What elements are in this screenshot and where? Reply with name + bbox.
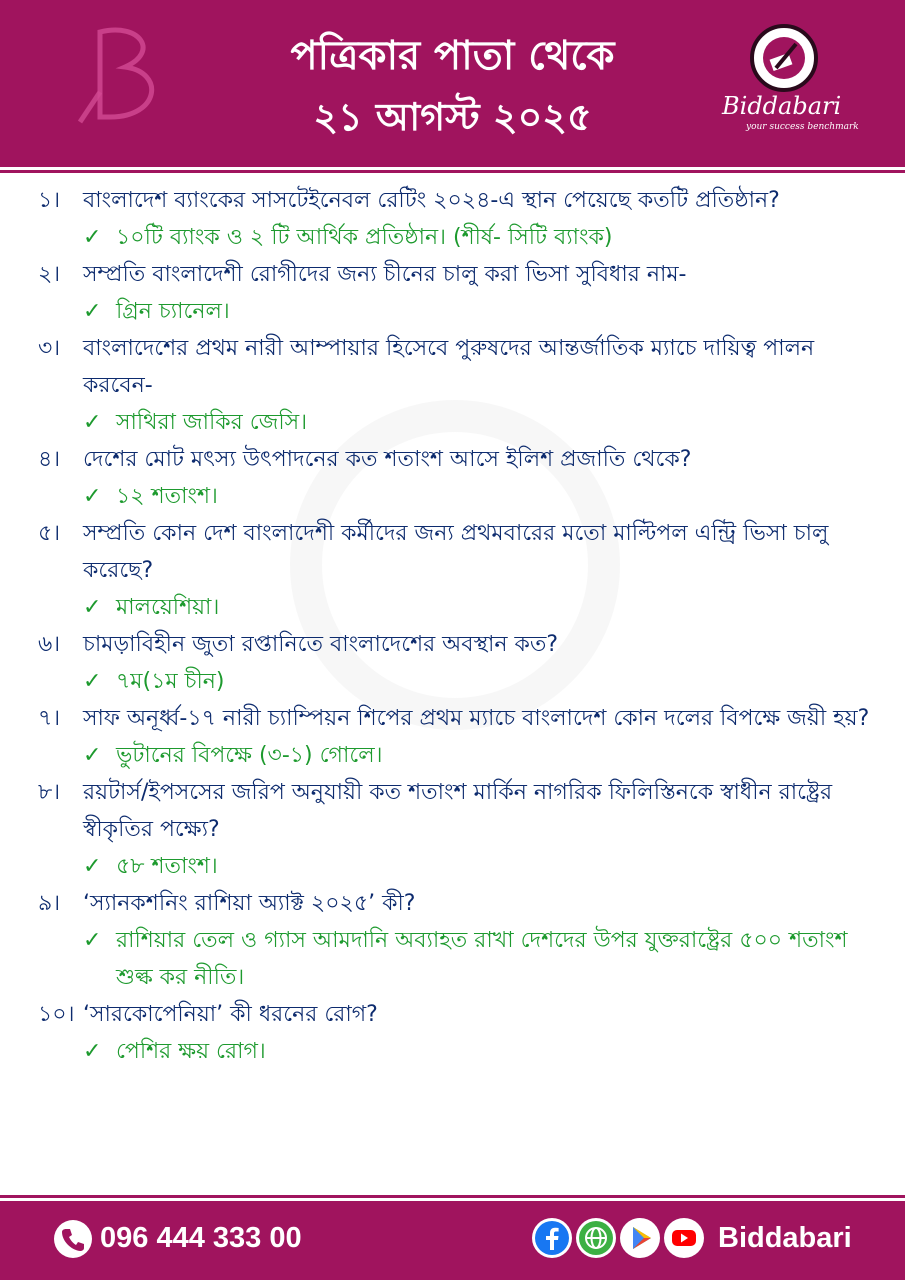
question-number: ৬। [38,632,61,657]
question-number: ৩। [38,336,61,361]
question-number: ৮। [38,780,61,805]
answer-text: ৭ম(১ম চীন) [116,669,225,694]
answer [38,922,888,996]
question [38,885,888,922]
question [38,182,888,219]
question-text: বাংলাদেশ ব্যাংকের সাসটেইনেবল রেটিং ২০২৪-এ স্থান পেয়েছে কতটি প্রতিষ্ঠান? [83,188,780,213]
answer-text: ৫৮ শতাংশ। [116,854,218,879]
check-icon: ✓ [83,669,102,694]
qa-item [38,330,888,441]
question-text: সম্প্রতি কোন দেশ বাংলাদেশী কর্মীদের জন্য প্রথমবারের মতো মাল্টিপল এন্ট্রি ভিসা চালু করেছে? [83,521,829,583]
question [38,441,888,478]
answer-text: পেশির ক্ষয় রোগ। [116,1039,266,1064]
check-icon: ✓ [83,743,102,768]
question-text: সাফ অনূর্ধ্ব-১৭ নারী চ্যাম্পিয়ন শিপের প্রথম ম্যাচে বাংলাদেশ কোন দলের বিপক্ষে জয়ী হয়? [83,706,870,731]
question [38,996,888,1033]
question [38,626,888,663]
answer [38,737,888,774]
page-title: পত্রিকার পাতা থেকে [290,33,615,79]
check-icon: ✓ [83,410,102,435]
question [38,515,888,589]
qa-item [38,700,888,774]
brand-name: Biddabari [722,92,842,120]
question-text: ‘স্যানকশনিং রাশিয়া অ্যাক্ট ২০২৫’ কী? [83,891,416,916]
qa-item [38,441,888,515]
web-icon[interactable] [576,1218,616,1258]
phone-number[interactable]: 096 444 333 00 [100,1222,302,1254]
question [38,774,888,848]
qa-item [38,885,888,996]
question-number: ৪। [38,447,61,472]
qa-item [38,515,888,626]
answer [38,293,888,330]
answer [38,219,888,256]
question-text: বাংলাদেশের প্রথম নারী আম্পায়ার হিসেবে পুরুষদের আন্তর্জাতিক ম্যাচে দায়িত্ব পালন করবেন- [83,336,815,398]
qa-item [38,996,888,1070]
question [38,256,888,293]
play-store-icon[interactable] [620,1218,660,1258]
question [38,330,888,404]
page-date: ২১ আগস্ট ২০২৫ [313,95,592,139]
answer [38,663,888,700]
facebook-icon[interactable] [532,1218,572,1258]
answer [38,589,888,626]
brand-tagline: your success benchmark [746,122,859,132]
footer-divider [0,1195,905,1198]
answer-text: মালয়েশিয়া। [116,595,220,620]
youtube-icon[interactable] [664,1218,704,1258]
footer-brand: Biddabari [718,1222,852,1254]
question-number: ১০। [38,1002,75,1027]
question-number: ১। [38,188,61,213]
question-text: চামড়াবিহীন জুতা রপ্তানিতে বাংলাদেশের অবস্থান কত? [83,632,559,657]
question-text: সম্প্রতি বাংলাদেশী রোগীদের জন্য চীনের চালু করা ভিসা সুবিধার নাম- [83,262,687,287]
check-icon: ✓ [83,595,102,620]
question-text: রয়টার্স/ইপসসের জরিপ অনুযায়ী কত শতাংশ মার্কিন নাগরিক ফিলিস্তিনকে স্বাধীন রাষ্ট্রের স্বীকৃতির পক্ষ্যে? [83,780,833,842]
check-icon: ✓ [83,1039,102,1064]
answer-text: ১০টি ব্যাংক ও ২ টি আর্থিক প্রতিষ্ঠান। (শীর্ষ- সিটি ব্যাংক) [116,225,613,250]
question-number: ৭। [38,706,61,731]
answer [38,1033,888,1070]
qa-list [38,182,888,1070]
qa-item [38,182,888,256]
question-number: ৫। [38,521,61,546]
qa-item [38,256,888,330]
answer-text: গ্রিন চ্যানেল। [116,299,230,324]
answer [38,848,888,885]
answer-text: ভুটানের বিপক্ষে (৩-১) গোলে। [116,743,383,768]
question-number: ৯। [38,891,61,916]
check-icon: ✓ [83,225,102,250]
answer [38,478,888,515]
answer-text: রাশিয়ার তেল ও গ্যাস আমদানি অব্যাহত রাখা দেশদের উপর যুক্তরাষ্ট্রের ৫০০ শতাংশ শুল্ক কর নীতি। [116,928,848,990]
check-icon: ✓ [83,299,102,324]
answer [38,404,888,441]
header-divider [0,170,905,173]
answer-text: ১২ শতাংশ। [116,484,218,509]
check-icon: ✓ [83,854,102,879]
question-number: ২। [38,262,61,287]
answer-text: সাথিরা জাকির জেসি। [116,410,308,435]
biddabari-logo-icon [750,24,818,92]
question-text: দেশের মোট মৎস্য উৎপাদনের কত শতাংশ আসে ইলিশ প্রজাতি থেকে? [83,447,692,472]
check-icon: ✓ [83,928,102,953]
qa-item [38,626,888,700]
question-text: ‘সারকোপেনিয়া’ কী ধরনের রোগ? [83,1002,378,1027]
question [38,700,888,737]
phone-icon [54,1220,92,1258]
check-icon: ✓ [83,484,102,509]
qa-item [38,774,888,885]
